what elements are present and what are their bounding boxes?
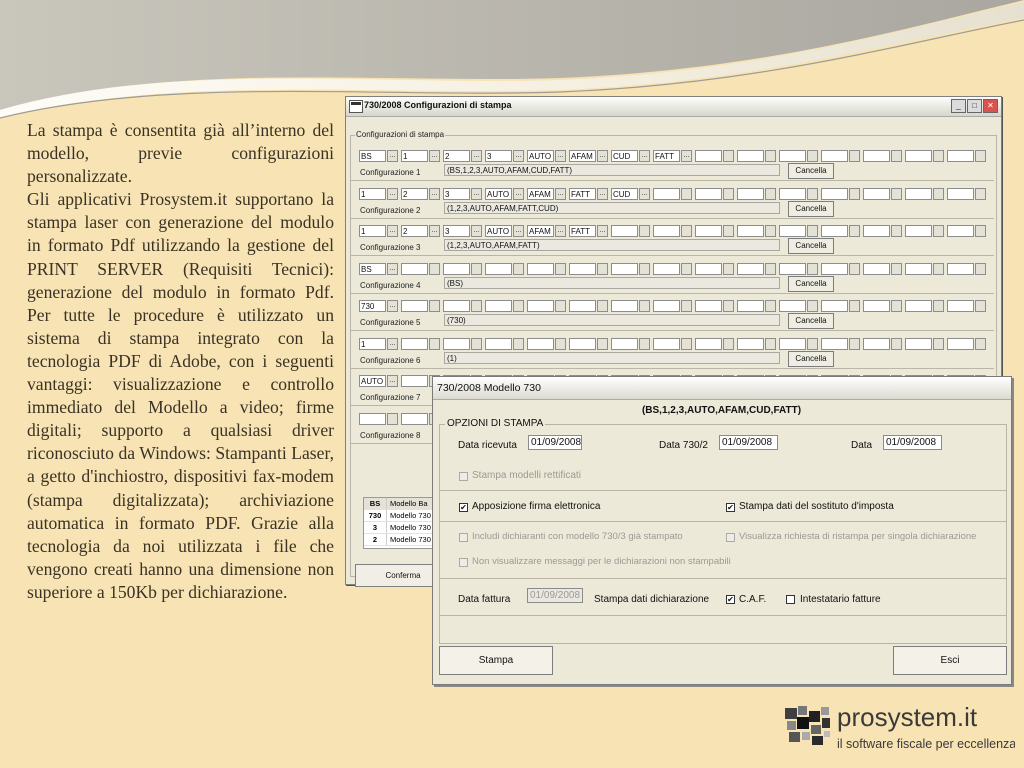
config-field[interactable] [611,300,638,312]
firma-elettronica-label: Apposizione firma elettronica [472,501,601,512]
cancel-button[interactable]: Cancella [788,351,834,367]
config-field[interactable] [653,263,680,275]
config-field[interactable] [401,263,428,275]
config-field[interactable]: AUTO [359,375,386,387]
stampa-dati-label: Stampa dati dichiarazione [594,594,710,605]
browse-button[interactable]: ... [471,188,482,200]
esci-button[interactable]: Esci [893,646,1007,675]
browse-button[interactable] [723,338,734,350]
browse-button[interactable] [891,300,902,312]
config-field[interactable]: 1 [401,150,428,162]
browse-button[interactable]: ... [513,188,524,200]
config-field[interactable] [905,263,932,275]
browse-button[interactable] [807,338,818,350]
browse-button[interactable]: ... [513,150,524,162]
browse-button[interactable] [933,300,944,312]
confirm-button[interactable]: Conferma [355,564,451,587]
config-field[interactable] [947,263,974,275]
browse-button[interactable] [849,263,860,275]
table-cell-code: 2 [364,534,387,545]
config-field[interactable] [863,338,890,350]
browse-button[interactable]: ... [639,188,650,200]
browse-button[interactable] [639,300,650,312]
maximize-icon[interactable]: □ [967,99,982,113]
browse-button[interactable] [807,188,818,200]
config-field[interactable]: BS [359,263,386,275]
config-field[interactable] [401,338,428,350]
config-field[interactable] [443,300,470,312]
config-field[interactable]: 2 [401,225,428,237]
data-fattura-label: Data fattura [458,594,511,605]
print-options-group [439,418,1007,644]
browse-button[interactable] [597,300,608,312]
config-field[interactable] [821,188,848,200]
config-description: (1,2,3,AUTO,AFAM,FATT) [444,239,780,251]
config-label: Configurazione 2 [360,205,421,215]
browse-button[interactable] [891,188,902,200]
browse-button[interactable] [975,188,986,200]
config-field[interactable] [779,188,806,200]
browse-button[interactable]: ... [387,338,398,350]
browse-button[interactable] [639,338,650,350]
cancel-button[interactable]: Cancella [788,313,834,329]
config-field[interactable] [947,150,974,162]
config-group-label: Configurazioni di stampa [356,130,445,139]
browse-button[interactable] [891,263,902,275]
browse-button[interactable] [723,150,734,162]
config-summary: (BS,1,2,3,AUTO,AFAM,CUD,FATT) [641,405,802,416]
browse-button[interactable] [723,188,734,200]
table-row[interactable] [364,498,438,510]
config-field[interactable]: 3 [443,188,470,200]
config-field[interactable] [443,338,470,350]
config-field[interactable] [611,263,638,275]
config-field[interactable] [443,263,470,275]
browse-button[interactable] [765,300,776,312]
config-row [351,332,994,369]
includi-dichiaranti-label: Includi dichiaranti con modello 730/3 già stampato [472,531,683,542]
config-field[interactable] [611,338,638,350]
config-field[interactable] [611,225,638,237]
table-cell-code: 730 [364,510,387,521]
config-field[interactable]: AUTO [485,225,512,237]
config-field[interactable]: AUTO [527,150,554,162]
config-field[interactable] [737,225,764,237]
browse-button[interactable] [891,150,902,162]
browse-button[interactable] [765,150,776,162]
config-field[interactable] [737,263,764,275]
browse-button[interactable]: ... [555,225,566,237]
browse-button[interactable]: ... [639,150,650,162]
config-field[interactable] [485,263,512,275]
paragraph-intro: La stampa è consentita già all’interno del modello, previe configurazioni personalizzate. [27,120,334,187]
browse-button[interactable] [429,300,440,312]
browse-button[interactable] [513,300,524,312]
logo-mark-icon [783,698,1015,754]
config-label: Configurazione 5 [360,318,421,327]
config-window-titlebar[interactable] [346,97,1001,117]
browse-button[interactable]: ... [387,375,398,387]
config-field[interactable]: 2 [401,188,428,200]
sostituto-imposta-label: Stampa dati del sostituto d'imposta [739,501,894,512]
browse-button[interactable] [471,300,482,312]
table-row[interactable] [364,522,438,534]
browse-button[interactable] [555,300,566,312]
browse-button[interactable] [975,300,986,312]
config-row [351,182,994,219]
config-field[interactable] [905,150,932,162]
non-visualizzare-checkbox[interactable] [459,558,468,567]
config-field[interactable] [527,338,554,350]
browse-button[interactable]: ... [471,225,482,237]
config-field[interactable]: 1 [359,338,386,350]
browse-button[interactable] [387,413,398,425]
browse-button[interactable] [891,225,902,237]
data-7302-label: Data 730/2 [659,440,708,451]
browse-button[interactable] [975,338,986,350]
browse-button[interactable] [723,225,734,237]
browse-button[interactable] [807,150,818,162]
config-field[interactable] [779,263,806,275]
browse-button[interactable] [681,338,692,350]
config-field[interactable] [821,263,848,275]
description-text [27,119,334,604]
config-field[interactable] [863,263,890,275]
browse-button[interactable] [807,225,818,237]
browse-button[interactable]: ... [387,150,398,162]
browse-button[interactable] [429,338,440,350]
browse-button[interactable] [639,263,650,275]
cancel-button[interactable]: Cancella [788,201,834,217]
browse-button[interactable] [975,263,986,275]
browse-button[interactable] [429,263,440,275]
table-row[interactable] [364,534,438,546]
config-field[interactable] [653,300,680,312]
cancel-button[interactable]: Cancella [788,276,834,292]
browse-button[interactable]: ... [471,150,482,162]
config-field[interactable] [737,300,764,312]
logo-brand: prosystem.it [837,702,978,732]
prosystem-logo [783,698,1015,759]
config-label: Configurazione 6 [360,355,421,365]
browse-button[interactable] [723,300,734,312]
config-field[interactable] [695,188,722,200]
non-visualizzare-label: Non visualizzare messaggi per le dichiarazioni non stampabili [472,556,731,567]
browse-button[interactable]: ... [387,225,398,237]
model-window-titlebar[interactable]: 730/2008 Modello 730 [433,377,1011,400]
config-field[interactable]: 2 [443,150,470,162]
config-field[interactable] [569,263,596,275]
report-table[interactable] [363,497,439,549]
config-field[interactable] [863,150,890,162]
browse-button[interactable] [975,225,986,237]
config-field[interactable] [821,150,848,162]
config-field[interactable]: 3 [485,150,512,162]
browse-button[interactable]: ... [429,225,440,237]
config-field[interactable]: 3 [443,225,470,237]
intestatario-checkbox[interactable] [786,595,795,604]
browse-button[interactable] [681,225,692,237]
config-field[interactable]: FATT [653,150,680,162]
config-field[interactable] [485,338,512,350]
config-label: Configurazione 3 [360,243,421,252]
browse-button[interactable] [555,263,566,275]
browse-button[interactable] [597,263,608,275]
config-row [351,219,994,256]
config-field[interactable] [401,413,428,425]
browse-button[interactable] [849,338,860,350]
config-field[interactable] [779,150,806,162]
config-field[interactable] [779,225,806,237]
config-field[interactable] [401,375,428,387]
config-field[interactable] [863,300,890,312]
minimize-icon[interactable]: _ [951,99,966,113]
config-field[interactable] [695,225,722,237]
config-label: Configurazione 1 [360,168,421,177]
caf-label: C.A.F. [739,594,767,605]
print-options-label: OPZIONI DI STAMPA [447,418,544,429]
browse-button[interactable]: ... [555,150,566,162]
browse-button[interactable] [849,188,860,200]
config-field[interactable] [905,188,932,200]
browse-button[interactable]: ... [387,188,398,200]
config-field[interactable] [653,225,680,237]
browse-button[interactable] [555,338,566,350]
config-field[interactable]: BS [359,150,386,162]
config-field[interactable] [947,300,974,312]
browse-button[interactable] [933,188,944,200]
config-field[interactable] [653,188,680,200]
browse-button[interactable] [765,188,776,200]
table-cell-code: BS [364,498,387,509]
paragraph-features: Gli applicativi Prosystem.it supportano la stampa laser con generazione del modulo in formato Pdf utilizzando la gestione del PRINT SERVER (Requisiti Tecnici): generazione del modulo in formato Pdf. Per tutte le procedure è utilizzato un sistema di stampa integrato con la tecnologia PDF di Adobe, con i seguenti vantaggi: visualizzazione e controllo immediato del Modello a video; firme digitali; supporto a qualsiasi driver riconosciuto da Windows: Stampanti Laser, a getto d'inchiostro, dispositivi fax-modem (stampa digitalizzata); archiviazione automatica in formato PDF. Grazie alla tecnologia da noi utilizzata i file che vengono creati hanno una dimensione non superiore a 150Kb per dichiarazione. [27,189,334,602]
browse-button[interactable]: ... [387,300,398,312]
browse-button[interactable] [471,338,482,350]
config-field[interactable] [695,263,722,275]
browse-button[interactable] [933,263,944,275]
config-field[interactable] [737,338,764,350]
table-row[interactable] [364,510,438,522]
browse-button[interactable] [765,225,776,237]
config-field[interactable] [569,338,596,350]
config-row [351,257,994,294]
config-field[interactable] [947,338,974,350]
browse-button[interactable]: ... [597,150,608,162]
cancel-button[interactable]: Cancella [788,163,834,179]
browse-button[interactable] [723,263,734,275]
data-label: Data [851,440,873,451]
config-description: (1,2,3,AUTO,AFAM,FATT,CUD) [444,202,780,214]
config-field[interactable] [863,188,890,200]
config-label: Configurazione 7 [360,393,421,402]
intestatario-label: Intestatario fatture [800,594,881,605]
sostituto-imposta-checkbox[interactable]: ✔ [727,503,734,512]
browse-button[interactable] [807,300,818,312]
config-field[interactable] [737,188,764,200]
config-description: (730) [444,314,780,326]
config-field[interactable] [779,300,806,312]
config-field[interactable] [737,150,764,162]
config-description: (BS) [444,277,780,289]
config-field[interactable] [779,338,806,350]
config-label: Configurazione 8 [360,430,421,440]
browse-button[interactable] [849,150,860,162]
config-field[interactable]: AUTO [485,188,512,200]
browse-button[interactable] [681,300,692,312]
printer-icon [349,100,363,113]
config-field[interactable] [695,338,722,350]
config-field[interactable] [527,263,554,275]
browse-button[interactable] [975,150,986,162]
browse-button[interactable] [807,263,818,275]
browse-button[interactable]: ... [681,150,692,162]
config-field[interactable]: AFAM [527,188,554,200]
config-field[interactable] [401,300,428,312]
browse-button[interactable]: ... [387,263,398,275]
config-field[interactable]: AFAM [569,150,596,162]
config-field[interactable] [947,225,974,237]
browse-button[interactable] [681,188,692,200]
browse-button[interactable] [471,263,482,275]
config-field[interactable]: FATT [569,225,596,237]
config-description: (1) [444,352,780,364]
config-field[interactable] [905,300,932,312]
logo-tagline: il software fiscale per eccellenza [837,737,1015,751]
config-field[interactable]: 730 [359,300,386,312]
config-field[interactable] [695,300,722,312]
browse-button[interactable] [933,150,944,162]
browse-button[interactable]: ... [597,188,608,200]
browse-button[interactable] [849,225,860,237]
config-field[interactable] [695,150,722,162]
browse-button[interactable]: ... [429,150,440,162]
config-row [351,294,994,331]
browse-button[interactable]: ... [513,225,524,237]
table-cell-name: Modello Ba [390,499,428,508]
config-field[interactable] [905,225,932,237]
config-field[interactable] [359,413,386,425]
config-field[interactable] [821,225,848,237]
config-field[interactable] [821,338,848,350]
data-ricevuta-field[interactable]: 01/09/2008 [528,435,582,450]
browse-button[interactable] [681,263,692,275]
browse-button[interactable] [933,338,944,350]
model-window [432,376,1012,685]
config-field[interactable] [863,225,890,237]
stampa-rettificati-label: Stampa modelli rettificati [472,470,581,481]
config-field[interactable] [947,188,974,200]
browse-button[interactable]: ... [429,188,440,200]
config-field[interactable] [569,300,596,312]
browse-button[interactable] [849,300,860,312]
visualizza-ristampa-checkbox[interactable] [726,533,735,542]
config-label: Configurazione 4 [360,280,421,290]
data-fattura-field[interactable]: 01/09/2008 [527,588,583,603]
close-icon[interactable]: ✕ [983,99,998,113]
config-field[interactable] [821,300,848,312]
table-cell-name: Modello 730 [390,523,431,532]
table-cell-name: Modello 730 [390,535,431,544]
config-field[interactable]: 1 [359,188,386,200]
browse-button[interactable] [765,338,776,350]
browse-button[interactable] [933,225,944,237]
config-field[interactable]: FATT [569,188,596,200]
visualizza-ristampa-label: Visualizza richiesta di ristampa per singola dichiarazione [739,531,977,542]
config-field[interactable]: 1 [359,225,386,237]
data-ricevuta-label: Data ricevuta [458,440,517,451]
browse-button[interactable] [597,338,608,350]
config-window-title: 730/2008 Configurazioni di stampa [364,100,512,110]
browse-button[interactable] [513,338,524,350]
browse-button[interactable] [639,225,650,237]
firma-elettronica-checkbox[interactable]: ✔ [460,503,467,512]
cancel-button[interactable]: Cancella [788,238,834,254]
table-cell-code: 3 [364,522,387,533]
config-field[interactable]: CUD [611,150,638,162]
config-field[interactable]: CUD [611,188,638,200]
data-field[interactable]: 01/09/2008 [883,435,942,450]
config-row [351,144,994,181]
config-field[interactable] [905,338,932,350]
browse-button[interactable] [891,338,902,350]
config-description: (BS,1,2,3,AUTO,AFAM,CUD,FATT) [444,164,780,176]
browse-button[interactable]: ... [597,225,608,237]
browse-button[interactable] [765,263,776,275]
config-field[interactable] [527,300,554,312]
includi-dichiaranti-checkbox[interactable] [459,533,468,542]
browse-button[interactable]: ... [555,188,566,200]
stampa-rettificati-checkbox[interactable] [459,472,468,481]
config-field[interactable] [485,300,512,312]
config-field[interactable] [653,338,680,350]
browse-button[interactable] [513,263,524,275]
table-cell-name: Modello 730 [390,511,431,520]
stampa-button[interactable]: Stampa [439,646,553,675]
data-7302-field[interactable]: 01/09/2008 [719,435,778,450]
caf-checkbox[interactable]: ✔ [727,595,734,604]
config-field[interactable]: AFAM [527,225,554,237]
